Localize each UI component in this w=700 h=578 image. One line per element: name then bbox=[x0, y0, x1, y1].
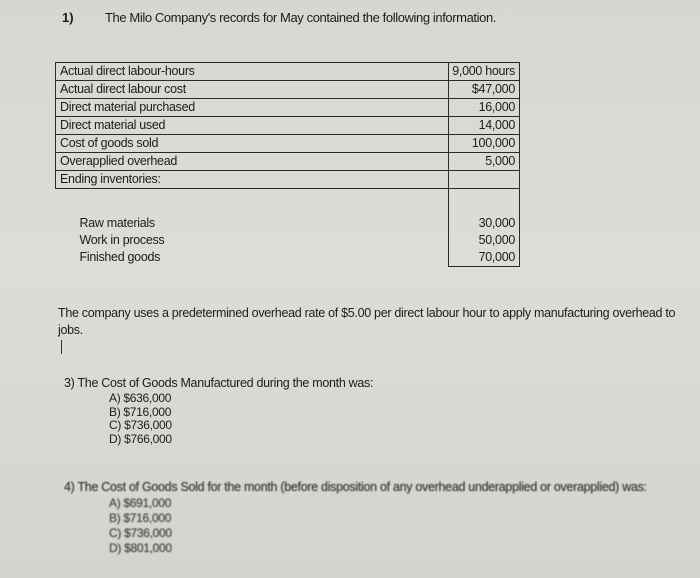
table-row bbox=[56, 249, 520, 267]
row-value: 14,000 bbox=[449, 117, 520, 135]
question-number: 1) bbox=[62, 10, 74, 25]
question-stem: 3) The Cost of Goods Manufactured during the month was: bbox=[64, 376, 374, 390]
answer-option[interactable]: A) $636,000 bbox=[109, 391, 172, 405]
data-table bbox=[55, 62, 520, 267]
inventory-value: 70,000 bbox=[449, 249, 520, 267]
question-stem: 4) The Cost of Goods Sold for the month (before disposition of any overhead underapplied or overapplied) was: bbox=[64, 480, 647, 494]
row-label: Direct material purchased bbox=[56, 99, 449, 117]
table-row bbox=[56, 81, 520, 99]
table-row bbox=[56, 215, 520, 232]
inventory-label: Finished goods bbox=[56, 249, 449, 267]
row-label: Actual direct labour-hours bbox=[56, 63, 449, 81]
row-label: Overapplied overhead bbox=[56, 153, 449, 171]
intro-text: The Milo Company's records for May contained the following information. bbox=[105, 10, 496, 25]
answer-option[interactable]: D) $766,000 bbox=[109, 431, 172, 446]
answer-option[interactable]: C) $736,000 bbox=[109, 418, 172, 432]
answer-option[interactable]: B) $716,000 bbox=[109, 511, 172, 525]
table-row bbox=[56, 117, 520, 135]
row-label: Direct material used bbox=[56, 117, 449, 135]
question-4 bbox=[64, 480, 647, 556]
row-value: $47,000 bbox=[449, 81, 520, 99]
inventory-value: 30,000 bbox=[449, 215, 520, 232]
table-row bbox=[56, 63, 520, 81]
row-value bbox=[449, 171, 520, 189]
answer-option[interactable]: C) $736,000 bbox=[109, 526, 172, 540]
row-value: 100,000 bbox=[449, 135, 520, 153]
answer-option[interactable]: D) $801,000 bbox=[109, 541, 172, 555]
table-row bbox=[56, 171, 520, 189]
question-3 bbox=[64, 376, 373, 446]
row-label: Actual direct labour cost bbox=[56, 81, 449, 99]
row-value: 9,000 hours bbox=[449, 63, 520, 81]
row-value: 5,000 bbox=[449, 153, 520, 171]
text-cursor bbox=[61, 340, 62, 354]
inventory-value: 50,000 bbox=[449, 232, 520, 249]
inventory-label: Work in process bbox=[56, 232, 449, 249]
table-row bbox=[56, 135, 520, 153]
row-label: Cost of goods sold bbox=[56, 135, 449, 153]
table-row bbox=[56, 153, 520, 171]
answer-option[interactable]: B) $716,000 bbox=[109, 404, 172, 419]
table-row-blank bbox=[56, 189, 520, 216]
table-row bbox=[56, 99, 520, 117]
row-value: 16,000 bbox=[449, 99, 520, 117]
inventory-label: Raw materials bbox=[56, 215, 449, 232]
table-row bbox=[56, 232, 520, 249]
answer-option[interactable]: A) $691,000 bbox=[109, 496, 172, 510]
overhead-note: The company uses a predetermined overhead rate of $5.00 per direct labour hour to apply manufacturing overhead to jobs. bbox=[58, 306, 676, 337]
row-label: Ending inventories: bbox=[56, 171, 449, 189]
